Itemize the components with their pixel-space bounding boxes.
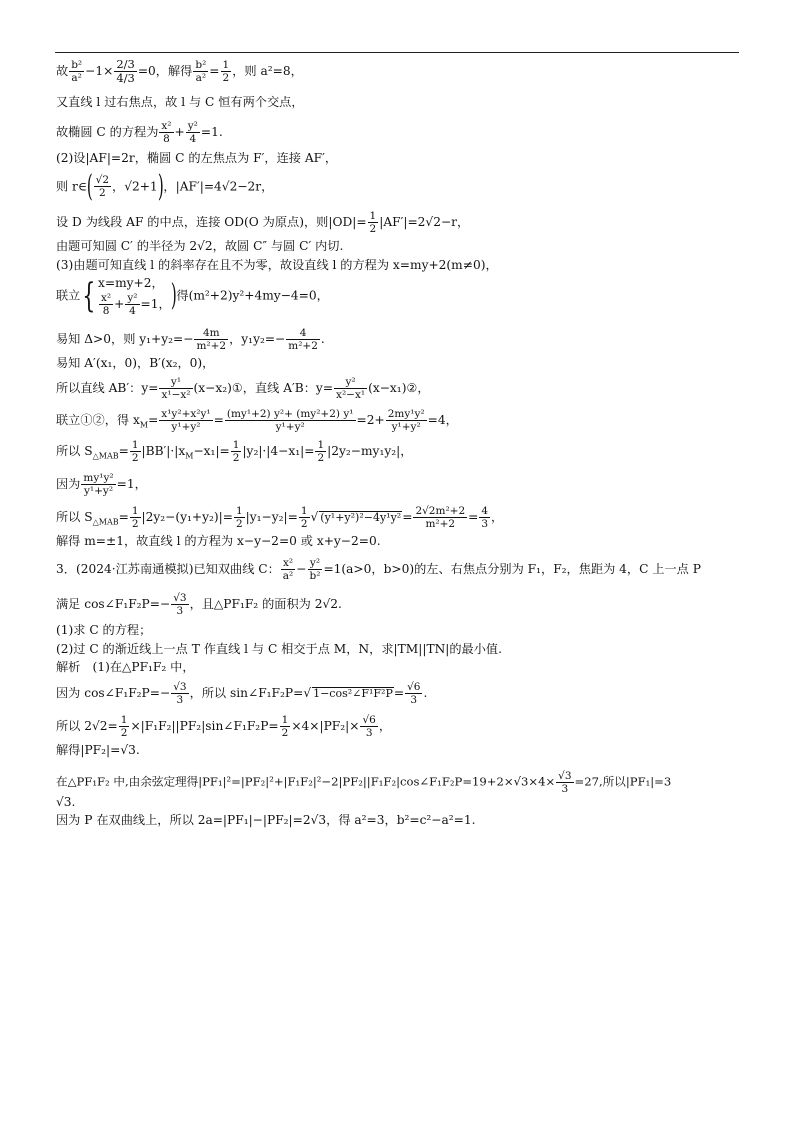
line-18: 3．(2024·江苏南通模拟)已知双曲线 C： $\frac{\text{x²}}{\text{a²}}$ − $\frac{\text{y²}}{\text{b²}}$ =1(a>0，b>0)的左、右焦点分别为 F₁，F₂，焦距为 4，C 上一点 P [56,556,701,582]
line-28: 因为 P 在双曲线上，所以 2a=|PF₁|−|PF₂|=2√3，得 a²=3，b²=c²−a²=1. [56,813,476,828]
line-22: 解析 (1)在△PF₁F₂ 中， [56,660,195,675]
fraction: $\frac{√6}{3}$ [407,680,421,706]
fraction: $\frac{1}{2}$ [317,438,325,464]
fraction: $\frac{\text{b²}}{\text{a²}}$ [71,59,83,85]
left-paren: ( [86,168,93,204]
fraction: $\frac{\text{y²}}{\text{x²−x¹}}$ [336,376,366,402]
text: 故 [56,64,69,79]
line-27: √3. [56,794,76,809]
fraction: $\frac{\text{y²}}{\text{b²}}$ [309,556,321,582]
line-9: 联立{ x=my+2， $\frac{\text{x²}}{8}$ + $\frac{\text{y²}}{4}$ =1， )得(m²+2)y²+4my−4=0， [56,276,329,317]
fraction: $\frac{√3}{3}$ [558,769,572,795]
equation-system: x=my+2， $\frac{\text{x²}}{8}$ + $\frac{\text{y²}}{4}$ =1， [98,276,171,317]
fraction: $\frac{4}{3}$ [481,504,489,530]
fraction: $\frac{1}{2}$ [131,438,139,464]
fraction: $\frac{√3}{3}$ [173,591,187,617]
line-4: (2)设|AF|=2r，椭圆 C 的左焦点为 F′，连接 AF′， [56,151,338,166]
line-15: 因为 $\frac{\text{my¹y²}}{\text{y¹+y²}}$ =1， [56,471,147,497]
line-19: 满足 cos∠F₁F₂P=− $\frac{√3}{3}$ ，且△PF₁F₂ 的面积为 2√2. [56,591,342,617]
fraction: $\frac{1}{2}$ [369,209,377,235]
fraction: $\frac{\text{x²}}{8}$ [101,291,112,317]
fraction: $\frac{\text{b²}}{\text{a²}}$ [195,59,207,85]
right-bracket: ) [170,278,177,314]
line-2: 又直线 l 过右焦点，故 l 与 C 恒有两个交点， [56,95,304,110]
fraction: $\frac{1}{2}$ [232,438,240,464]
compound-fraction: $\frac{2/3}{4/3}$ [116,57,135,86]
fraction: $\frac{√2}{2}$ [95,174,110,200]
fraction: $\frac{√3}{3}$ [173,680,187,706]
fraction: $\frac{1}{2}$ [222,59,230,85]
line-12: 所以直线 AB′：y= $\frac{\text{y¹}}{\text{x¹−x²}}$ (x−x₂)①，直线 A′B：y= $\frac{\text{y²}}{\text{x²−x¹}}$ (x−x₁)②， [56,376,430,402]
line-17: 解得 m=±1，故直线 l 的方程为 x−y−2=0 或 x+y−2=0. [56,534,381,549]
fraction: $\frac{\text{(my¹+2) y²+ (my²+2) y¹}}{\text{y¹+y²}}$ [226,407,354,433]
fraction: $\frac{\text{y¹}}{\text{x¹−x²}}$ [161,376,191,402]
line-1: 故 $\frac{\text{b²}}{\text{a²}}$ −1× $\frac{2/3}{4/3}$ =0，解得 $\frac{\text{b²}}{\text{a²}}$ = $\frac{1}{2}$ ，则 a²=8， [56,57,303,86]
line-8: (3)由题可知直线 l 的斜率存在且不为零，故设直线 l 的方程为 x=my+2(m≠0)， [56,257,498,272]
line-10: 易知 Δ>0，则 y₁+y₂=− $\frac{4m}{\text{m²+2}}$ ，y₁y₂=− $\frac{4}{\text{m²+2}}$ . [56,326,325,352]
sqrt-symbol: √ [310,509,319,524]
right-paren: ) [157,168,164,204]
line-3: 故椭圆 C 的方程为 $\frac{\text{x²}}{8}$ + $\frac{\text{y²}}{4}$ =1. [56,120,223,146]
text: =0，解得 [137,64,193,79]
sqrt-radicand: (y¹+y²)²−4y¹y² [320,510,402,524]
fraction: $\frac{√6}{3}$ [362,713,376,740]
line-5: 则 r∈( $\frac{√2}{2}$ ，√2+1)，|AF′|=4√2−2r， [56,168,274,204]
line-6: 设 D 为线段 AF 的中点，连接 OD(O 为原点)，则|OD|= $\frac{1}{2}$ |AF′|=2√2−r， [56,209,470,235]
fraction: $\frac{1}{2}$ [120,713,128,740]
fraction: $\frac{4}{\text{m²+2}}$ [288,326,318,352]
line-14: 所以 $S_{\triangle MAB}=$ $\frac{1}{2}$ $|BB'|\cdot|x_M-x_1|=$ $\frac{1}{2}$ |y₂|·|4−x₁|= $\frac{1}{2}$ |2y₂−my₁y₂|， [56,438,413,464]
fraction: $\frac{\text{x¹y²+x²y¹}}{\text{y¹+y²}}$ [161,407,211,433]
left-brace: { [82,276,96,317]
fraction: $\frac{\text{2my¹y²}}{\text{y¹+y²}}$ [387,407,425,433]
document-body [56,58,746,828]
line-23: 因为 cos∠F₁F₂P=− $\frac{√3}{3}$ ，所以 sin∠F₁F₂P=√ 1−cos²∠F¹F²P= $\frac{√6}{3}$ . [56,680,428,706]
line-16: 所以 $S_{\triangle MAB}=$ $\frac{1}{2}$ |2y₂−(y₁+y₂)|= $\frac{1}{2}$ |y₁−y₂|= $\frac{1}{2}$ √ (y¹+y²)²−4y¹y²= $\frac{\text{2√2m²+2}}{\text{m²+2}}$ = $\frac{4}{3}$ ， [56,504,504,530]
sqrt-radicand: 1−cos²∠F¹F²P [313,686,393,700]
line-7: 由题可知圆 C′ 的半径为 2√2，故圆 C″ 与圆 C′ 内切. [56,238,344,253]
fraction: $\frac{1}{2}$ [235,504,243,530]
header-rule [55,52,739,53]
fraction: $\frac{\text{2√2m²+2}}{\text{m²+2}}$ [415,504,466,530]
line-25: 解得|PF₂|=√3. [56,743,140,758]
line-26: 在△PF₁F₂ 中,由余弦定理得|PF₁|²=|PF₂|²+|F₁F₂|²−2|PF₂||F₁F₂|cos∠F₁F₂P=19+2×√3×4× $\frac{√3}{3}$ =27,所以|PF₁|=3 [56,769,672,795]
fraction: $\frac{1}{2}$ [131,504,139,530]
fraction: $\frac{\text{x²}}{\text{a²}}$ [282,556,294,582]
fraction: $\frac{1}{2}$ [300,504,308,530]
sqrt-symbol: √ [303,685,312,700]
fraction: $\frac{\text{y²}}{4}$ [127,291,138,317]
fraction: $\frac{1}{2}$ [281,713,289,740]
fraction: $\frac{\text{x²}}{8}$ [161,120,172,146]
fraction: $\frac{\text{my¹y²}}{\text{y¹+y²}}$ [83,471,114,497]
fraction: $\frac{4m}{\text{m²+2}}$ [196,326,227,352]
text: −1× [85,64,114,79]
line-24: 所以 2√2= $\frac{1}{2}$ ×|F₁F₂||PF₂|sin∠F₁F₂P= $\frac{1}{2}$ ×4×|PF₂|× $\frac{√6}{3}$ ， [56,713,392,740]
line-11: 易知 A′(x₁，0)，B′(x₂，0)， [56,355,215,370]
line-21: (2)过 C 的渐近线上一点 T 作直线 l 与 C 相交于点 M，N，求|TM||TN|的最小值. [56,641,502,656]
line-20: (1)求 C 的方程； [56,622,152,637]
line-13: 联立①②，得 $x_M=$ $\frac{\text{x¹y²+x²y¹}}{\text{y¹+y²}}$ = $\frac{\text{(my¹+2) y²+ (my²+2) y¹}}{\text{y¹+y²}}$ =2+ $\frac{\text{2my¹y²}}{\text{y¹+y²}}$ =4， [56,407,458,433]
fraction: $\frac{\text{y²}}{4}$ [187,120,198,146]
